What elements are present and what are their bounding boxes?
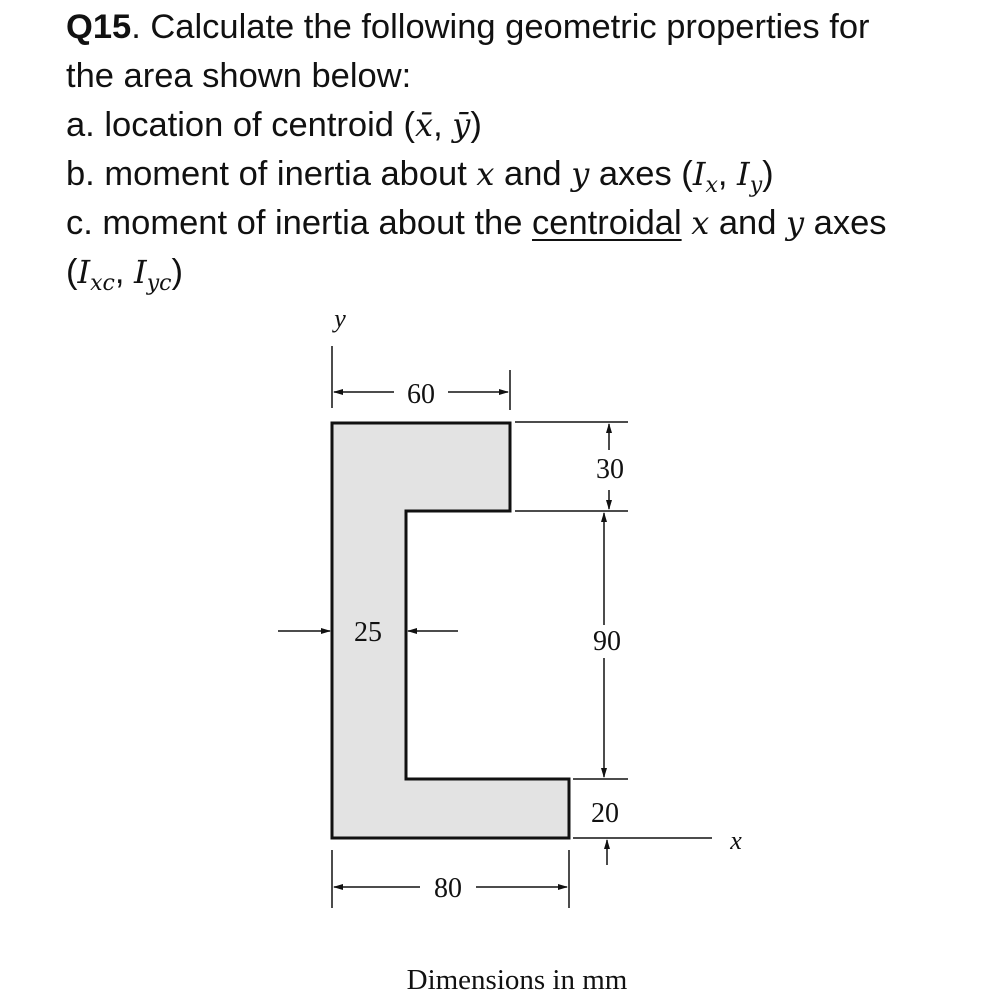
ix-symbol: I [692,155,706,193]
x-symbol-c: x [691,204,710,242]
part-c-and: and [709,204,786,242]
part-c-text: c. moment of inertia about the [66,204,533,242]
question-intro-cont: the area shown below: [66,57,412,95]
y-bar-symbol: ȳ [452,106,471,144]
x-axis-label: x [730,826,742,855]
dim-90: 90 [593,626,621,657]
part-c2-close: ) [171,253,183,291]
iyc-symbol: I [134,253,147,291]
part-b-close: ) [762,155,774,193]
part-c2-open: ( [66,253,78,291]
y-symbol: y [571,155,590,193]
iyc-subscript: yc [146,271,172,296]
part-b-comma: , [717,155,738,193]
x-symbol: x [476,155,495,193]
y-axis-label: y [334,304,346,333]
centroidal-underlined: centroidal [532,204,682,242]
iy-symbol: I [737,155,750,193]
dim-60: 60 [407,379,435,410]
iy-subscript: y [749,173,763,198]
ix-subscript: x [705,173,718,198]
part-c-axes: axes [804,204,887,242]
x-bar-symbol: x̄ [415,106,434,144]
question-number: Q15 [66,8,132,46]
figure-caption: Dimensions in mm [406,964,628,996]
part-b-text: b. moment of inertia about [66,155,477,193]
ixc-subscript: xc [90,271,115,296]
part-b-axes: axes ( [589,155,693,193]
question-intro: . Calculate the following geometric properties for [131,8,870,46]
dim-30: 30 [596,454,624,485]
part-a-close: ) [470,106,482,144]
part-a-sep: , [433,106,453,144]
part-a-text: a. location of centroid ( [66,106,416,144]
part-b-and: and [494,155,572,193]
part-c2-comma: , [114,253,135,291]
ixc-symbol: I [77,253,91,291]
dim-20: 20 [591,798,619,829]
dim-80: 80 [434,873,462,904]
dim-25: 25 [354,617,382,648]
y-symbol-c: y [785,204,805,242]
